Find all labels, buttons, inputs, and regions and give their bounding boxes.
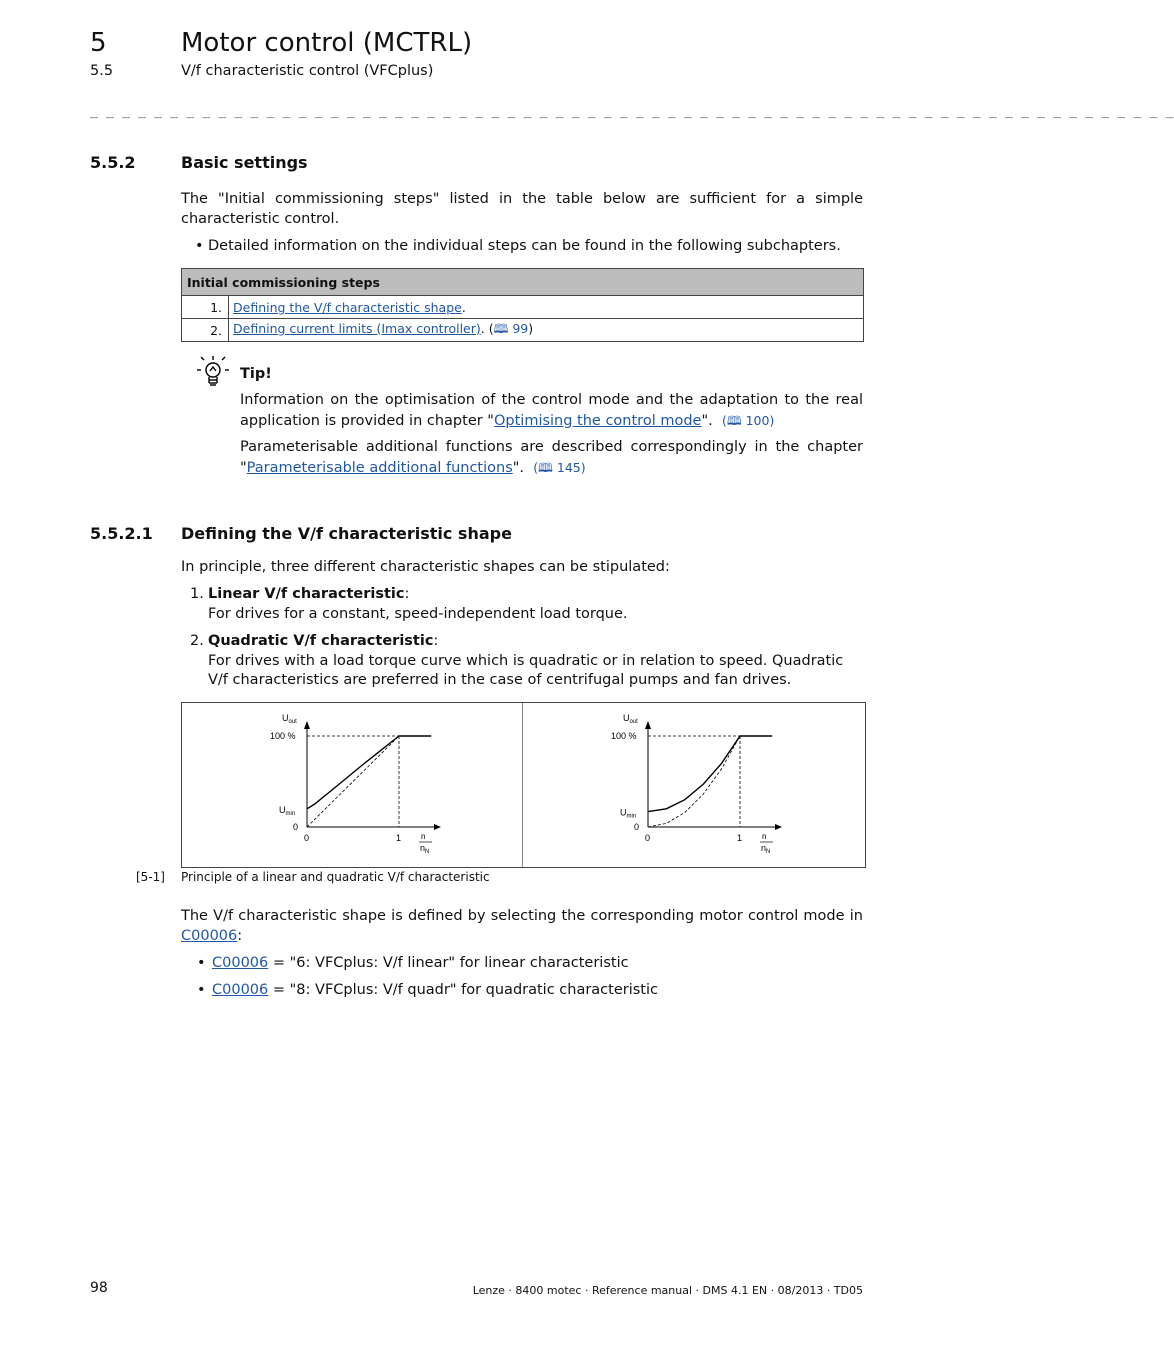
code-link[interactable]: C00006 [212, 955, 269, 971]
page-ref-link[interactable] [494, 321, 529, 336]
header-divider: _ _ _ _ _ _ _ _ _ _ _ _ _ _ _ _ _ _ _ _ _ _ _ _ _ _ _ _ _ _ _ _ _ _ _ _ _ _ _ _ _ _ _ _ _ _ _ _ _ _ _ _ _ _ _ _ _ _ _ _ _ _ _ _ _ _ _ _ [90, 104, 1174, 119]
x-axis-arrow [434, 824, 441, 830]
code-link[interactable]: C00006 [181, 927, 238, 944]
link-optimising-control-mode[interactable]: Optimising the control mode [493, 412, 702, 429]
step-number: 2. [182, 319, 229, 342]
footer-doc-info: Lenze · 8400 motec · Reference manual · DMS 4.1 EN · 08/2013 · TD05 [472, 1284, 863, 1297]
tick-label-y0: 0 [634, 822, 640, 832]
tick-label-x1: 1 [737, 833, 743, 843]
tick-label-umin: $U_{min}$ [620, 807, 637, 820]
tick-label-x0: 0 [304, 833, 310, 843]
reference-curve [648, 736, 740, 827]
table-row [182, 319, 864, 342]
mode-paragraph: The V/f characteristic shape is defined by selecting the corresponding motor control mode in C00006: [181, 908, 863, 944]
book-icon: 🕮 [493, 320, 509, 336]
bullet-marker: • [197, 955, 206, 971]
page-number: 98 [90, 1280, 108, 1296]
x-axis-label-numerator: n [421, 832, 426, 841]
steps-table [181, 268, 864, 342]
tick-label-100: 100 % [270, 731, 296, 741]
step-close: ) [528, 320, 534, 336]
tip-paragraph-2: Parameterisable additional functions are described correspondingly in the chapter "Parameterisable additional functions". (🕮 145) [240, 439, 863, 476]
code-link[interactable]: C00006 [212, 982, 269, 998]
figure-frame [181, 702, 866, 868]
step-link[interactable]: Defining current limits (Imax controller) [233, 320, 481, 336]
y-axis-label: $U_{out}$ [282, 713, 297, 725]
tip-label: Tip! [240, 366, 272, 382]
tick-label-x0: 0 [645, 833, 651, 843]
chapter-number: 5 [90, 28, 107, 58]
characteristic-curve [307, 736, 431, 809]
heading-number: 5.5.2.1 [90, 524, 153, 543]
list-item: Quadratic V/f characteristic: For drives with a load torque curve which is quadratic or in relation to speed. Quadratic V/f characteristics are preferred in the case of centrifugal pumps and fan drives. [208, 633, 844, 688]
tick-label-100: 100 % [611, 731, 637, 741]
step-suffix: . ( [480, 320, 494, 336]
page-ref-link[interactable]: (🕮 100) [721, 412, 775, 428]
figure-number: [5-1] [136, 870, 165, 884]
y-axis-label: $U_{out}$ [623, 713, 638, 725]
tick-label-y0: 0 [293, 822, 299, 832]
list-number: 2. [190, 633, 204, 649]
lightbulb-icon [196, 354, 230, 388]
book-icon: 🕮 [538, 459, 553, 475]
table-header: Initial commissioning steps [182, 269, 864, 296]
x-axis-label-denominator: $n_N$ [761, 843, 771, 855]
intro-paragraph: The "Initial commissioning steps" listed in the table below are sufficient for a simple characteristic control. [181, 191, 863, 227]
book-icon: 🕮 [726, 412, 742, 428]
quadratic-chart [523, 703, 863, 867]
section-title: V/f characteristic control (VFCplus) [181, 63, 434, 79]
figure-caption: Principle of a linear and quadratic V/f characteristic [181, 870, 490, 884]
tip-paragraph-1: Information on the optimisation of the control mode and the adaptation to the real application is provided in chapter "Optimising the control mode". (🕮 100) [240, 392, 863, 429]
page-ref-number: 99 [512, 320, 529, 336]
step-text [229, 319, 864, 342]
table-row [182, 296, 864, 319]
mode-bullet: C00006 = "6: VFCplus: V/f linear" for linear characteristic [212, 955, 629, 971]
heading-number: 5.5.2 [90, 153, 136, 172]
tick-label-umin: $U_{min}$ [279, 804, 296, 817]
page-ref-link[interactable]: (🕮 145) [533, 459, 586, 475]
characteristic-curve [648, 736, 772, 812]
linear-chart [182, 703, 522, 867]
list-number: 1. [190, 586, 204, 602]
shape-intro: In principle, three different characteristic shapes can be stipulated: [181, 559, 670, 575]
x-axis-label-denominator: $n_N$ [420, 843, 430, 855]
y-axis-arrow [304, 721, 310, 729]
mode-bullet: C00006 = "8: VFCplus: V/f quadr" for quadratic characteristic [212, 982, 658, 998]
x-axis-label-numerator: n [762, 832, 767, 841]
reference-curve [307, 736, 399, 827]
link-parameterisable-functions[interactable]: Parameterisable additional functions [246, 459, 513, 476]
heading-shape: Defining the V/f characteristic shape [181, 524, 512, 543]
x-axis-arrow [775, 824, 782, 830]
chapter-title: Motor control (MCTRL) [181, 28, 473, 58]
heading-basic-settings: Basic settings [181, 153, 308, 172]
tick-label-x1: 1 [396, 833, 402, 843]
bullet-marker: • [195, 238, 204, 254]
step-suffix: . [461, 299, 466, 315]
step-link[interactable]: Defining the V/f characteristic shape [233, 299, 462, 315]
list-item: Linear V/f characteristic: For drives for a constant, speed-independent load torque. [208, 586, 628, 622]
bullet-marker: • [197, 982, 206, 998]
section-number: 5.5 [90, 63, 114, 79]
step-text [229, 296, 864, 319]
step-number: 1. [182, 296, 229, 319]
bullet-text: Detailed information on the individual steps can be found in the following subchapters. [208, 238, 841, 254]
y-axis-arrow [645, 721, 651, 729]
